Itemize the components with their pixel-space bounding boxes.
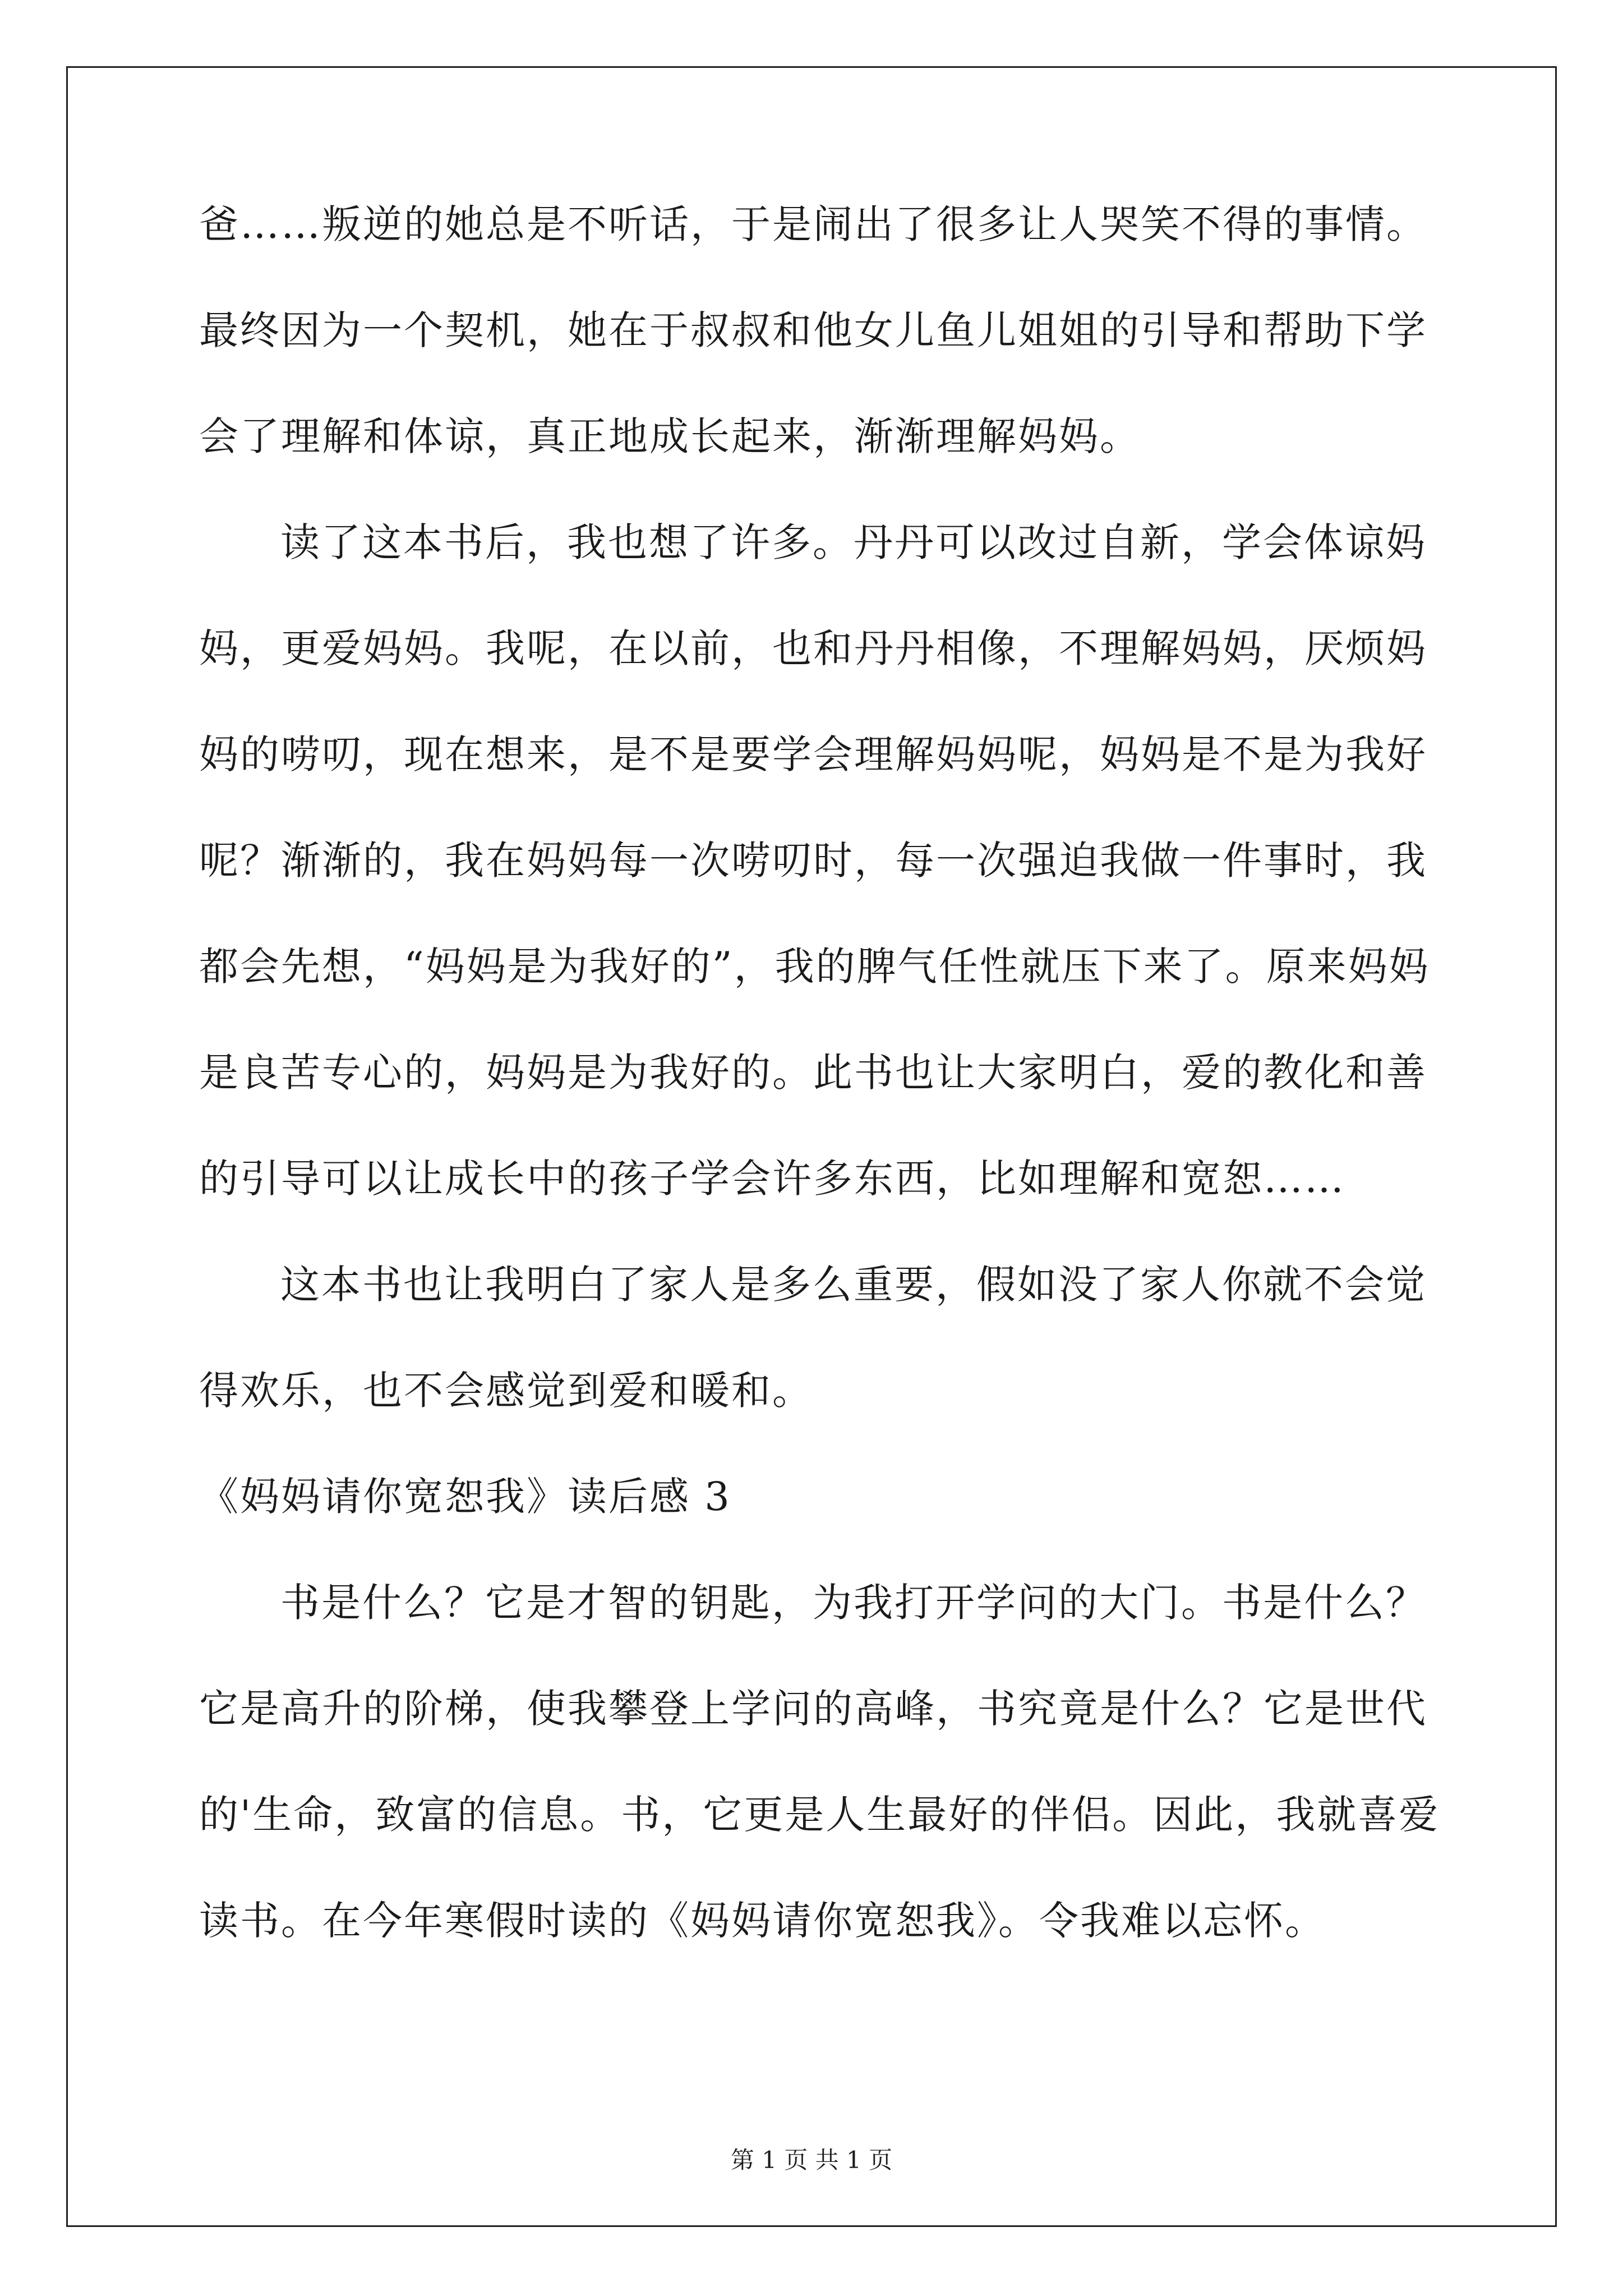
text-line: 的'生命，致富的信息。书，它更是人生最好的伴侣。因此，我就喜爱 [199, 1792, 1440, 1838]
text-line: 的引导可以让成长中的孩子学会许多东西，比如理解和宽恕…… [199, 1156, 1345, 1202]
text-line: 妈，更爱妈妈。我呢，在以前，也和丹丹相像，不理解妈妈，厌烦妈 [199, 625, 1427, 671]
text-line: 读了这本书后，我也想了许多。丹丹可以改过自新，学会体谅妈 [280, 519, 1427, 565]
text-line: 读书。在今年寒假时读的《妈妈请你宽恕我》。令我难以忘怀。 [199, 1898, 1326, 1944]
text-line: 呢？渐渐的，我在妈妈每一次唠叨时，每一次强迫我做一件事时，我 [199, 838, 1427, 884]
text-line: 它是高升的阶梯，使我攀登上学问的高峰，书究竟是什么？它是世代 [199, 1686, 1427, 1732]
text-line: 爸……叛逆的她总是不听话，于是闹出了很多让人哭笑不得的事情。 [199, 201, 1427, 247]
section-heading: 《妈妈请你宽恕我》读后感 3 [199, 1474, 731, 1520]
page-footer: 第 1 页 共 1 页 [730, 2146, 893, 2174]
text-line: 最终因为一个契机，她在于叔叔和他女儿鱼儿姐姐的引导和帮助下学 [199, 307, 1427, 353]
text-line: 都会先想，“妈妈是为我好的”，我的脾气任性就压下来了。原来妈妈 [199, 944, 1430, 990]
text-line: 妈的唠叨，现在想来，是不是要学会理解妈妈呢，妈妈是不是为我好 [199, 731, 1427, 777]
text-line: 书是什么？它是才智的钥匙，为我打开学问的大门。书是什么？ [280, 1580, 1427, 1626]
text-line: 这本书也让我明白了家人是多么重要，假如没了家人你就不会觉 [280, 1262, 1427, 1308]
text-line: 得欢乐，也不会感觉到爱和暖和。 [199, 1368, 813, 1414]
document-body [199, 201, 1440, 2007]
text-line: 会了理解和体谅，真正地成长起来，渐渐理解妈妈。 [199, 413, 1141, 459]
text-line: 是良苦专心的，妈妈是为我好的。此书也让大家明白，爱的教化和善 [199, 1050, 1427, 1096]
